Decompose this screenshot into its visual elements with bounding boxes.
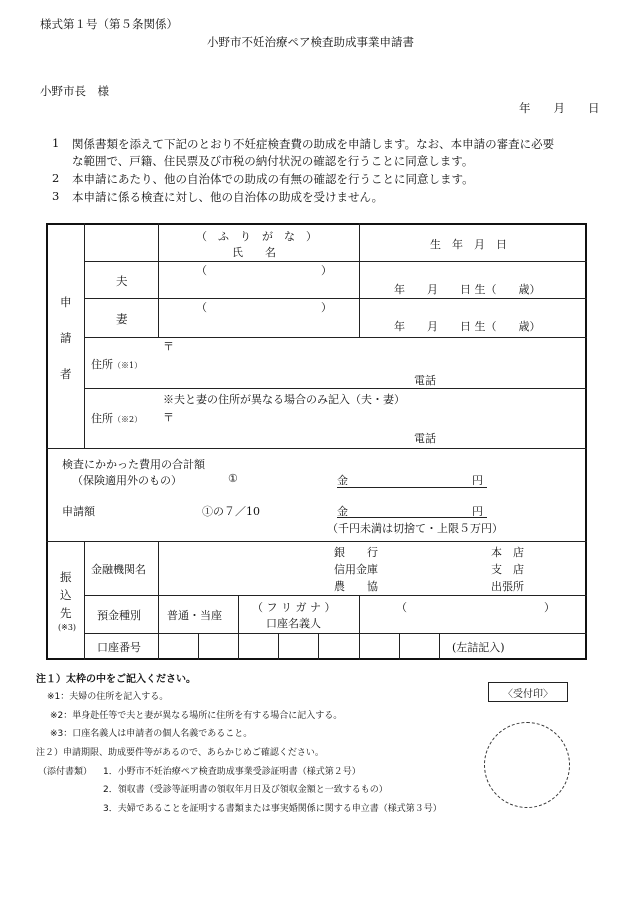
attachment-2: 2．領収書（受診等証明書の領収年月日及び領収金額と一致するもの） [103,785,388,795]
attachment-3: 3．夫婦であることを証明する書類または事実婚関係に関する申立書（様式第３号） [103,804,442,814]
row-line [84,298,587,299]
total-amount-field[interactable] [337,487,487,488]
applied-amount-field[interactable] [337,517,487,518]
col-line [359,223,360,337]
wife-birth-field[interactable]: 年 月 日 生（ 歳） [394,320,541,333]
row-line [84,595,587,596]
total-yen-prefix: 金 [337,474,348,487]
application-date: 年 月 日 [519,101,600,115]
col-line [359,633,360,660]
bank-label-2: 込 [60,588,72,602]
address1-postal-mark: 〒 [163,340,174,353]
bank-note-ref: (※3) [58,623,77,632]
row-line [46,448,587,449]
branch-type-office[interactable]: 出張所 [491,580,524,593]
col-line [278,633,279,660]
attachment-1: 1．小野市不妊治療ペア検査助成事業受診証明書（様式第２号） [103,767,361,777]
institution-type-bank[interactable]: 銀 行 [334,546,378,559]
address2-phone-label: 電話 [414,432,436,445]
applicant-label-2: 請 [60,331,72,345]
furigana-label: （ ふ り が な ） [196,230,317,243]
applied-amount-label: 申請額 [62,505,95,518]
address1-phone-label: 電話 [414,374,436,387]
row-line [84,337,587,338]
form-number: 様式第１号（第５条関係） [40,17,178,31]
address1-label: 住所（※1） [91,358,143,371]
note-2: 注２）申請期限、助成要件等があるので、あらかじめご確認ください。 [36,748,324,758]
institution-type-credit[interactable]: 信用金庫 [334,563,378,576]
row-line [84,261,587,262]
row-line [46,541,587,542]
holder-paren-close: ） [544,601,555,614]
addressee: 小野市長 様 [40,84,109,98]
institution-type-ja[interactable]: 農 協 [334,580,378,593]
wife-furigana-open: （ [196,301,207,314]
note-sub-2: ※2：単身赴任等で夫と妻が異なる場所に住所を有する場合に記入する。 [50,711,343,721]
note-sub-3: ※3：口座名義人は申請者の個人名義であること。 [50,729,253,739]
statement-1-line2: な範囲で、戸籍、住民票及び市税の納付状況の確認を行うことに同意します。 [72,154,474,168]
col-line [399,633,400,660]
col-line [359,595,360,633]
name-label: 氏 名 [232,246,276,259]
left-align-note: (左詰記入) [452,641,505,654]
wife-label: 妻 [116,312,128,326]
branch-type-main[interactable]: 本 店 [491,546,524,559]
bank-label-1: 振 [60,570,72,584]
col-line [158,223,159,337]
col-line [158,541,159,660]
col-line [84,541,85,660]
total-cost-label: 検査にかかった費用の合計額 [62,458,205,471]
statement-1-line1: 関係書類を添えて下記のとおり不妊症検査費の助成を申請します。なお、本申請の審査に必要 [72,137,555,151]
holder-label: 口座名義人 [266,617,321,630]
account-number-label: 口座番号 [97,641,141,654]
statement-3-number: 3 [52,189,60,203]
address2-label: 住所（※2） [91,412,143,425]
husband-furigana-open: （ [196,264,207,277]
address2-postal-mark: 〒 [163,411,174,424]
husband-birth-field[interactable]: 年 月 日 生（ 歳） [394,283,541,296]
form-title: 小野市不妊治療ペア検査助成事業申請書 [207,35,414,49]
total-marker: ① [228,472,238,485]
address2-instruction: ※夫と妻の住所が異なる場合のみ記入（夫・妻） [163,393,405,406]
husband-furigana-close: ） [321,264,332,277]
branch-type-branch[interactable]: 支 店 [491,563,524,576]
husband-label: 夫 [116,274,128,288]
col-line [439,633,440,660]
note-1: 注１）太枠の中をご記入ください。 [36,674,196,685]
institution-label: 金融機関名 [91,563,146,576]
bank-label-3: 先 [60,606,72,620]
col-line [84,223,85,448]
applicant-label-1: 申 [60,295,72,309]
row-line [84,388,587,389]
applied-yen-prefix: 金 [337,505,348,518]
account-type-value[interactable]: 普通・当座 [167,609,222,622]
row-line [84,633,587,634]
holder-paren-open: （ [396,601,407,614]
attachments-label: （添付書類） [38,767,93,777]
wife-furigana-close: ） [321,301,332,314]
statement-3-text: 本申請に係る検査に対し、他の自治体の助成を受けません。 [72,190,384,204]
col-line [198,633,199,660]
applied-ratio: ①の７／10 [202,505,260,518]
birthdate-label: 生 年 月 日 [430,238,507,251]
rounding-note: （千円未満は切捨て・上限５万円） [327,522,503,535]
account-type-label: 預金種別 [97,609,141,622]
col-line [318,633,319,660]
note-sub-1: ※1：夫婦の住所を記入する。 [47,692,169,702]
receipt-stamp-label: 〈受付印〉 [503,689,553,700]
statement-2-text: 本申請にあたり、他の自治体での助成の有無の確認を行うことに同意します。 [72,172,474,186]
applicant-label-3: 者 [60,367,72,381]
col-line [238,595,239,660]
statement-1-number: 1 [52,136,60,150]
statement-2-number: 2 [52,171,60,185]
total-yen-suffix: 円 [472,474,483,487]
applied-yen-suffix: 円 [472,505,483,518]
receipt-stamp-circle [484,722,570,808]
insurance-excluded-label: （保険適用外のもの） [72,474,182,487]
holder-furigana-label: （ フ リ ガ ナ ） [252,601,336,614]
